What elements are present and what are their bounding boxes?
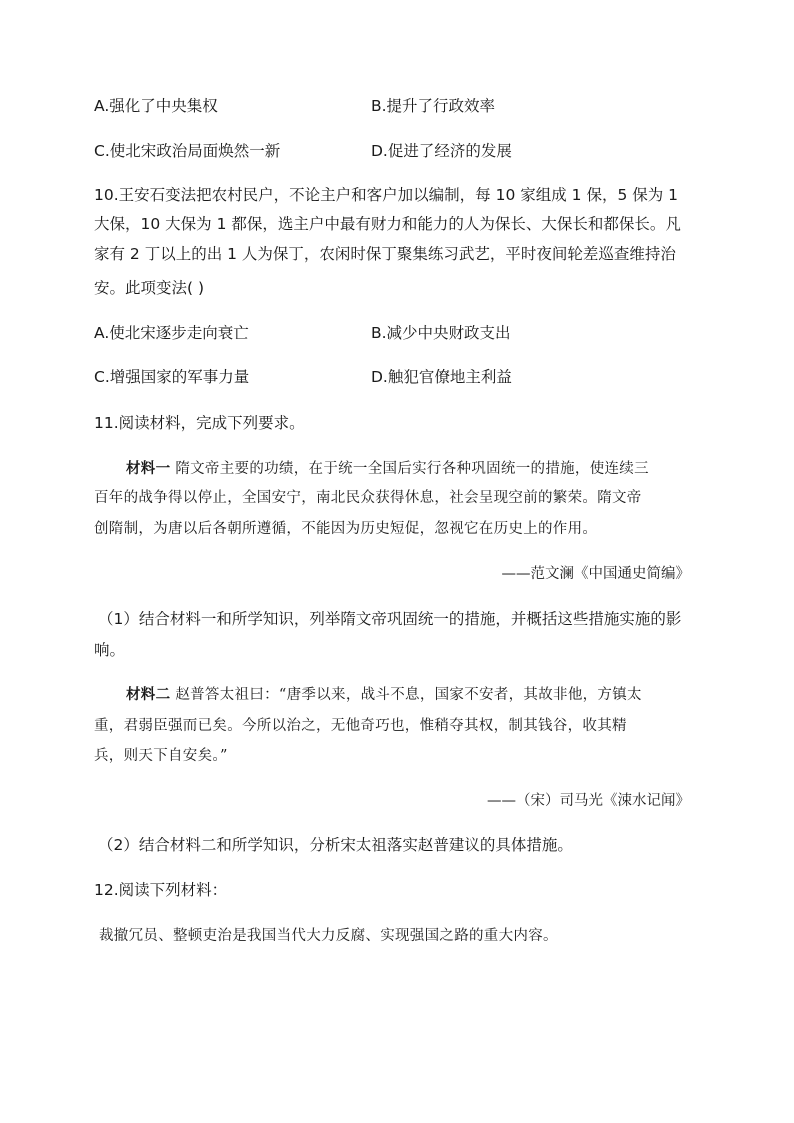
material2-text: 赵普答太祖曰：“唐季以来，战斗不息，国家不安者，其故非他，方镇太 — [170, 687, 642, 703]
material1-label: 材料一 — [126, 460, 171, 477]
q11-sub2: （2）结合材料二和所学知识，分析宋太祖落实赵普建议的具体措施。 — [98, 836, 573, 854]
material1-text: 隋文帝主要的功绩，在于统一全国后实行各种巩固统一的措施，使连续三 — [170, 461, 649, 477]
q11-material1-line-3: 创隋制，为唐以后各朝所遵循，不能因为历史短促，忽视它在历史上的作用。 — [94, 521, 598, 537]
q11-sub1-line-2: 响。 — [94, 641, 126, 659]
q10-stem-line-2: 大保，10 大保为 1 都保，选主户中最有财力和能力的人为保长、大保长和都保长。凡 — [94, 215, 681, 233]
q10-stem-line-1: 10.王安石变法把农村民户，不论主户和客户加以编制，每 10 家组成 1 保，5 保为 1 — [94, 186, 679, 204]
q11-material1-source: ——范文澜《中国通史简编》 — [501, 566, 690, 582]
q10-option-c: C.增强国家的军事力量 — [94, 368, 250, 386]
q11-material2-line-3: 兵，则天下自安矣。” — [94, 748, 228, 764]
q9-option-c: C.使北宋政治局面焕然一新 — [94, 142, 281, 160]
q11-material1-line-1 — [126, 459, 649, 479]
q12-stem: 12.阅读下列材料： — [94, 881, 228, 899]
q11-material2-line-1 — [126, 685, 642, 705]
q11-stem: 11.阅读材料，完成下列要求。 — [94, 414, 305, 432]
q9-option-d: D.促进了经济的发展 — [371, 142, 512, 160]
q10-stem-line-3: 家有 2 丁以上的出 1 人为保丁，农闲时保丁聚集练习武艺，平时夜间轮差巡查维持治 — [94, 245, 676, 263]
q9-option-b: B.提升了行政效率 — [371, 97, 496, 115]
material2-label: 材料二 — [126, 686, 171, 703]
q12-material-line-1: 裁撤冗员、整顿吏治是我国当代大力反腐、实现强国之路的重大内容。 — [99, 928, 558, 944]
q11-material1-line-2: 百年的战争得以停止，全国安宁，南北民众获得休息，社会呈现空前的繁荣。隋文帝 — [94, 490, 642, 506]
q9-option-a: A.强化了中央集权 — [94, 97, 218, 115]
q10-option-d: D.触犯官僚地主利益 — [371, 368, 512, 386]
q11-sub1-line-1: （1）结合材料一和所学知识，列举隋文帝巩固统一的措施，并概括这些措施实施的影 — [98, 610, 682, 628]
q10-option-b: B.减少中央财政支出 — [371, 324, 511, 342]
q11-material2-line-2: 重，君弱臣强而已矣。今所以治之，无他奇巧也，惟稍夺其权，制其钱谷，收其精 — [94, 718, 627, 734]
q10-option-a: A.使北宋逐步走向衰亡 — [94, 324, 249, 342]
q10-stem-line-4: 安。此项变法( ) — [94, 279, 205, 297]
q11-material2-source: ——（宋）司马光《涑水记闻》 — [487, 793, 690, 809]
